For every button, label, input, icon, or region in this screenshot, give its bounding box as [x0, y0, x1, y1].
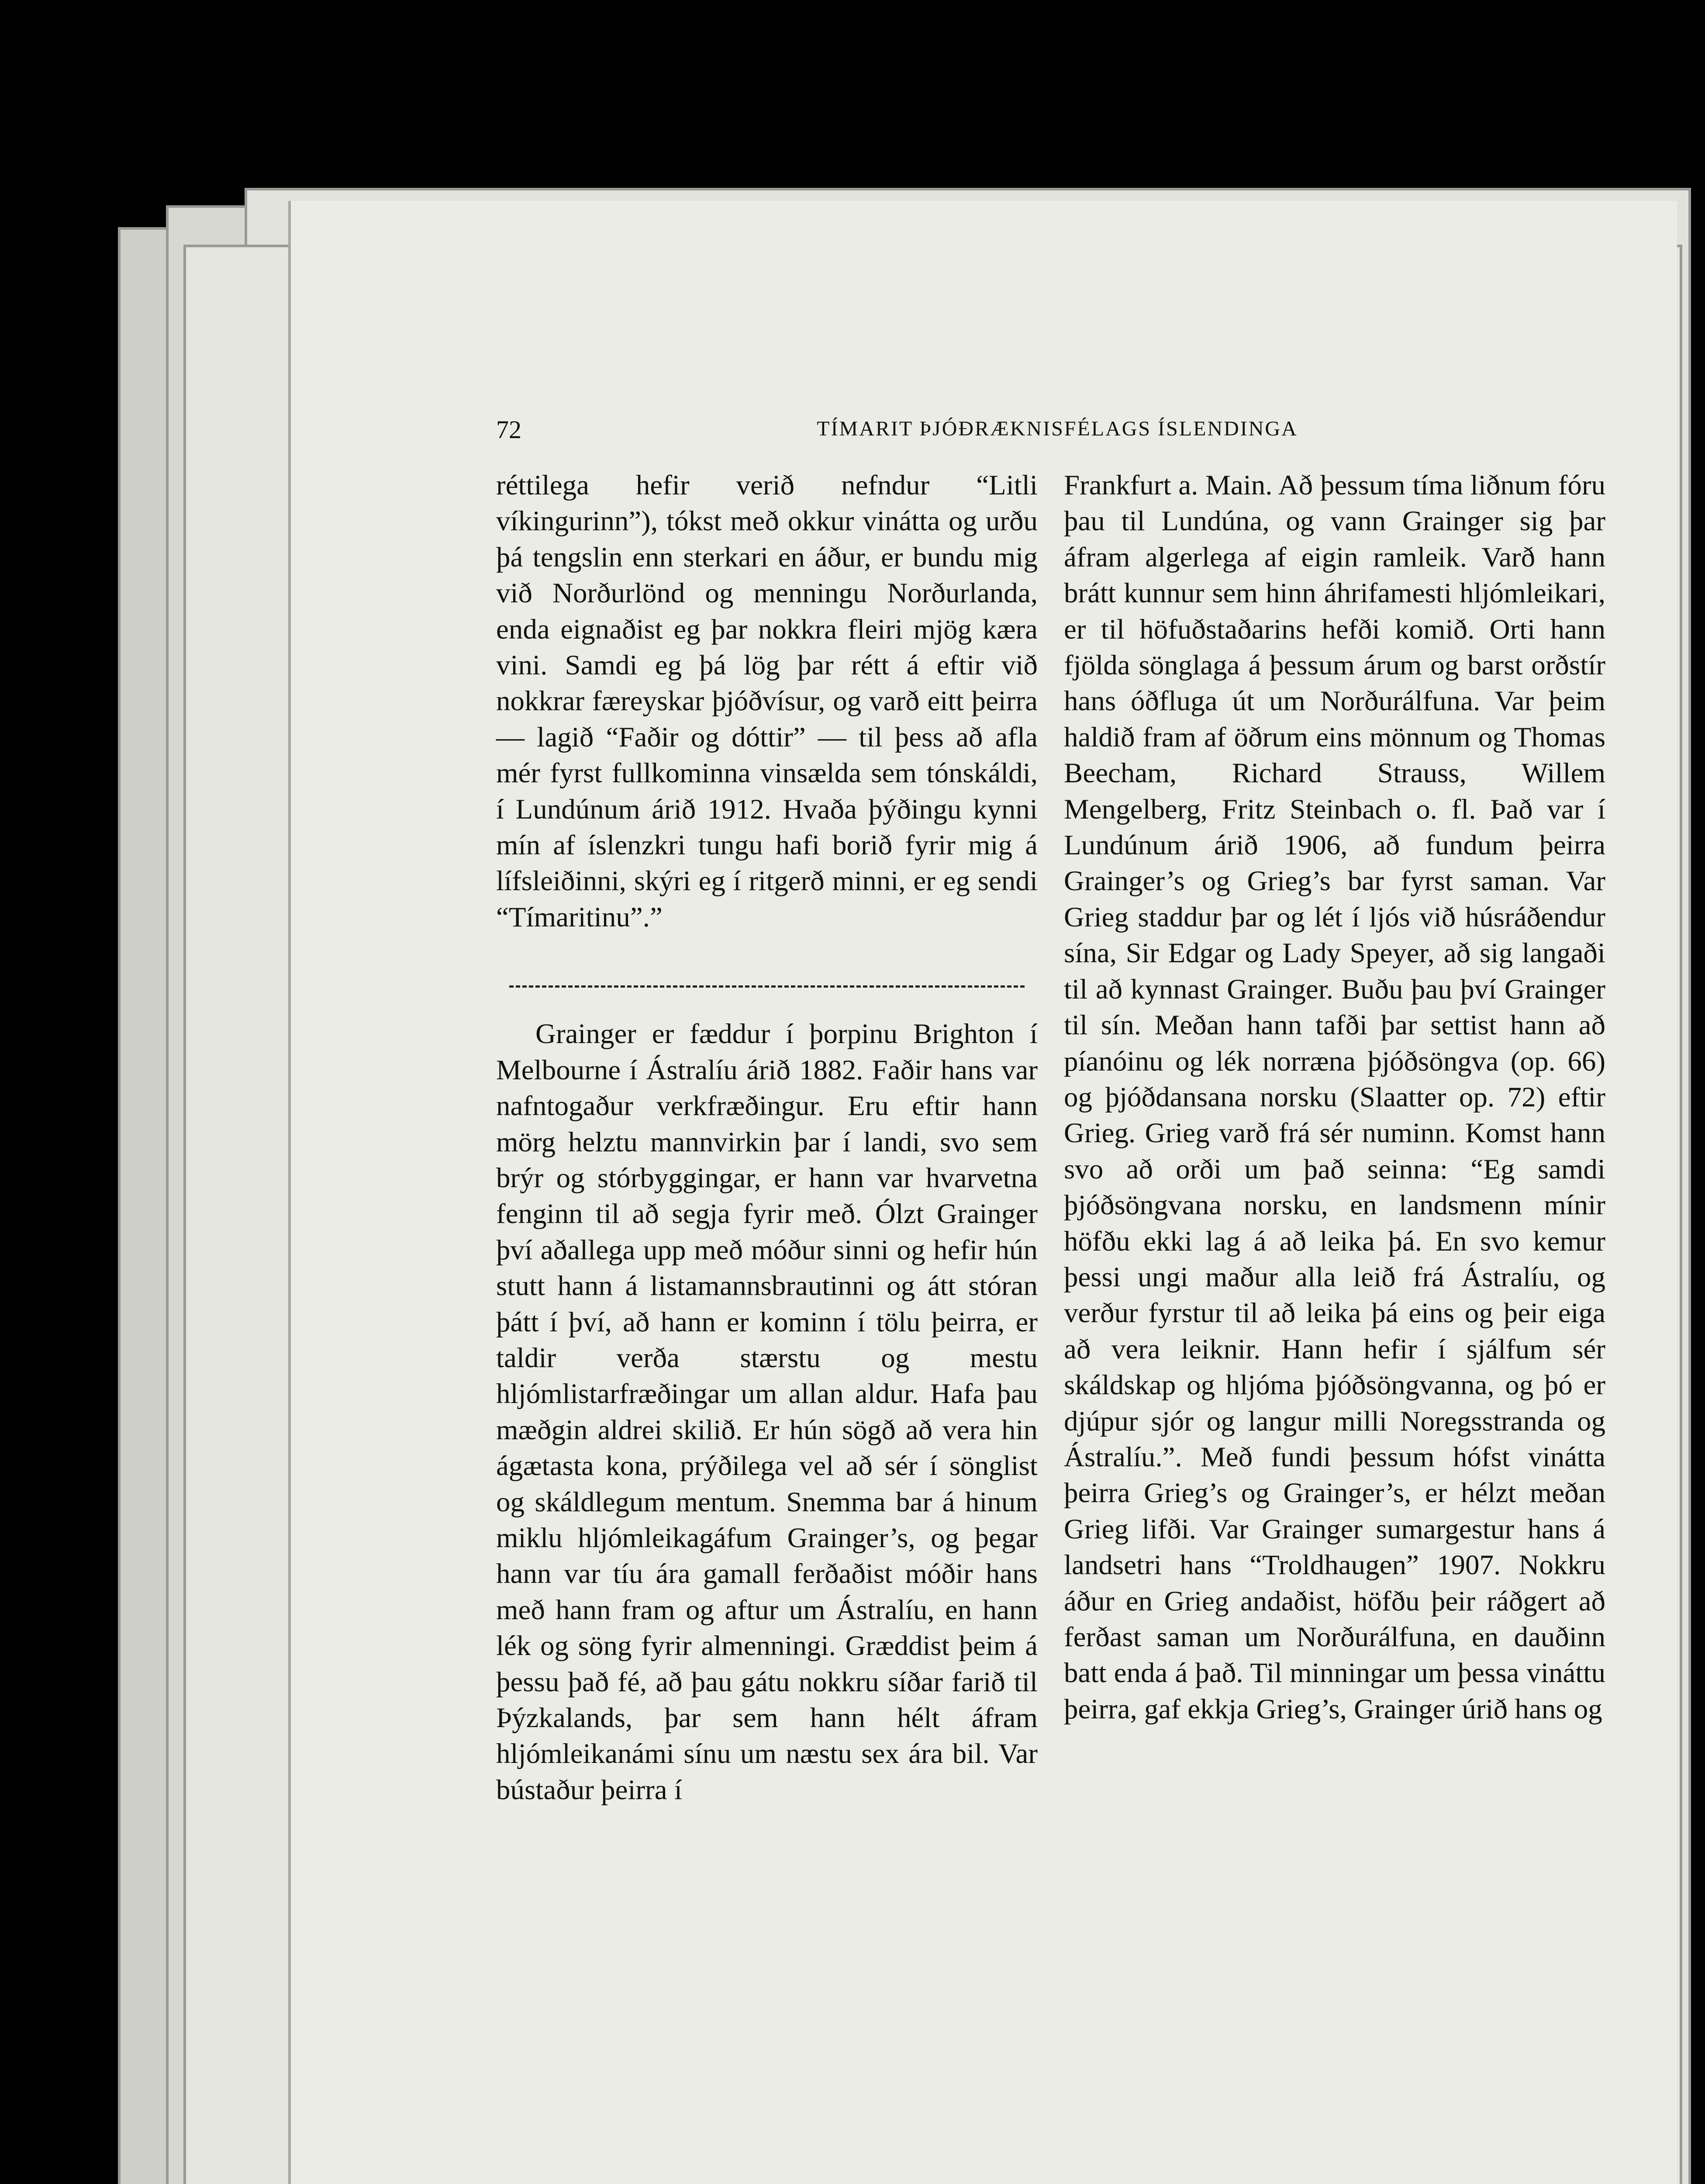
page-number: 72	[496, 415, 521, 444]
right-column	[1064, 467, 1605, 1727]
left-column	[496, 467, 1038, 1808]
running-header	[496, 415, 1619, 450]
journal-title: TÍMARIT ÞJÓÐRÆKNISFÉLAGS ÍSLENDINGA	[817, 417, 1298, 440]
left-paragraph-2: Grainger er fæddur í þorpinu Brighton í Melbourne í Ástralíu árið 1882. Faðir hans var nafntogaður verkfræðingur. Eru eftir hann mörg helztu mannvirkin þar í landi, svo sem brýr og stórbyggingar, er hann var hvarvetna fenginn til að segja fyrir með. Ólzt Grainger því aðallega upp með móður sinni og hefir hún stutt hann á listamannsbrautinni og átt stóran þátt í því, að hann er kominn í tölu þeirra, er taldir verða stærstu og mestu hljómlistarfræðingar um allan aldur. Hafa þau mæðgin aldrei skilið. Er hún sögð að vera hin ágætasta kona, prýðilega vel að sér í sönglist og skáldlegum mentum. Snemma bar á hinum miklu hljómleikagáfum Grainger’s, og þegar hann var tíu ára gamall ferðaðist móðir hans með hann fram og aftur um Ástralíu, en hann lék og söng fyrir almenningi. Græddist þeim á þessu það fé, að þau gátu nokkru síðar farið til Þýzkalands, þar sem hann hélt áfram hljómleikanámi sínu um næstu sex ára bil. Var bústaður þeirra í	[496, 1018, 1038, 1806]
right-paragraph-1: Frankfurt a. Main. Að þessum tíma liðnum fóru þau til Lundúna, og vann Grainger sig þar áfram algerlega af eigin ramleik. Varð hann brátt kunnur sem hinn áhrifamesti hljómleikari, er til höfuðstaðarins hefði komið. Orti hann fjölda sönglaga á þessum árum og barst orðstír hans óðfluga út um Norðurálfuna. Var þeim haldið fram af öðrum eins mönnum og Thomas Beecham, Richard Strauss, Willem Mengelberg, Fritz Steinbach o. fl. Það var í Lundúnum árið 1906, að fundum þeirra Grainger’s og Grieg’s bar fyrst saman. Var Grieg staddur þar og lét í ljós við húsráðendur sína, Sir Edgar og Lady Speyer, að sig langaði til að kynnast Grainger. Buðu þau því Grainger til sín. Meðan hann tafði þar settist hann að píanóinu og lék norræna þjóðsöngva (op. 66) og þjóðdansana norsku (Slaatter op. 72) eftir Grieg. Grieg varð frá sér numinn. Komst hann svo að orði um það seinna: “Eg samdi þjóðsöngvana norsku, en landsmenn mínir höfðu ekki lag á að leika þá. En svo kemur þessi ungi maður alla leið frá Ástralíu, og verður fyrstur til að leika þá eins og þeir eiga að vera leiknir. Hann hefir í sjálfum sér skáldskap og hljóma þjóðsöngvanna, og þó er djúpur sjór og langur milli Noregsstranda og Ástralíu.”. Með fundi þessum hófst vinátta þeirra Grieg’s og Grainger’s, er hélzt meðan Grieg lifði. Var Grainger sumargestur hans á landsetri hans “Troldhaugen” 1907. Nokkru áður en Grieg andaðist, höfðu þeir ráðgert að ferðast saman um Norðurálfuna, en dauðinn batt enda á það. Til minningar um þessa vináttu þeirra, gaf ekkja Grieg’s, Grainger úrið hans og	[1064, 470, 1605, 1725]
magazine-page	[288, 201, 1677, 2184]
section-separator	[496, 977, 1038, 994]
left-paragraph-1: réttilega hefir verið nefndur “Litli víkingurinn”), tókst með okkur vinátta og urðu þá tengslin enn sterkari en áður, er bundu mig við Norðurlönd og menningu Norðurlanda, enda eignaðist eg þar nokkra fleiri mjög kæra vini. Samdi eg þá lög þar rétt á eftir við nokkrar færeyskar þjóðvísur, og varð eitt þeirra — lagið “Faðir og dóttir” — til þess að afla mér fyrst fullkominna vinsælda sem tónskáldi, í Lundúnum árið 1912. Hvaða þýðingu kynni mín af íslenzkri tungu hafi borið fyrir mig á lífsleiðinni, skýri eg í ritgerð minni, er eg sendi “Tímaritinu”.”	[496, 470, 1038, 933]
